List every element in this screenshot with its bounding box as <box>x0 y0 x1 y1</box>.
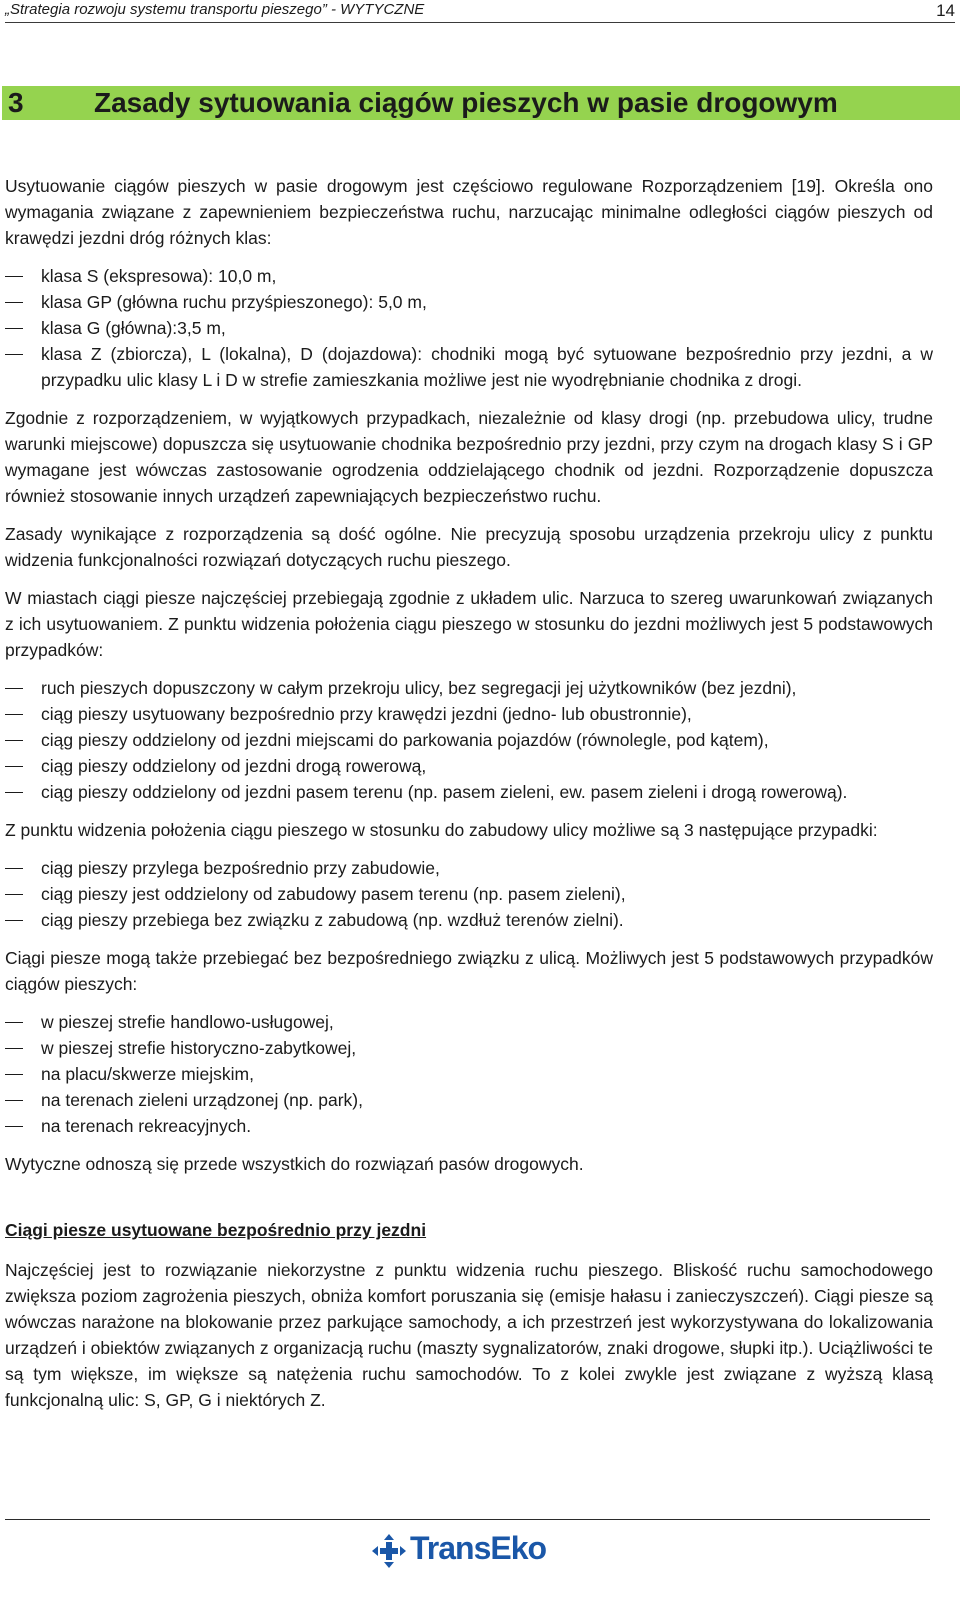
section-subheading: Ciągi piesze usytuowane bezpośrednio przy jezdni <box>5 1220 427 1240</box>
paragraph: Ciągi piesze mogą także przebiegać bez bezpośredniego związku z ulicą. Możliwych jest 5 podstawowych przypadków ciągów pieszych: <box>5 948 933 994</box>
list-item: ciąg pieszy oddzielony od jezdni miejscami do parkowania pojazdów (równolegle, pod kątem), <box>5 727 933 753</box>
transeko-logo <box>372 1530 572 1570</box>
list-item: na terenach rekreacyjnych. <box>5 1113 933 1139</box>
transeko-logo-mark-icon <box>372 1534 406 1568</box>
list-item: na placu/skwerze miejskim, <box>5 1061 933 1087</box>
section-spacer <box>5 1189 933 1217</box>
list-item: na terenach zieleni urządzonej (np. park), <box>5 1087 933 1113</box>
list-item: klasa G (główna):3,5 m, <box>5 315 933 341</box>
chapter-number: 3 <box>8 87 24 118</box>
body-text <box>5 173 933 1425</box>
list-item: ciąg pieszy przebiega bez związku z zabudową (np. wzdłuż terenów zielni). <box>5 907 933 933</box>
list-item: w pieszej strefie historyczno-zabytkowej, <box>5 1035 933 1061</box>
independent-cases-list <box>5 1009 933 1139</box>
list-item: ciąg pieszy usytuowany bezpośrednio przy krawędzi jezdni (jedno- lub obustronnie), <box>5 701 933 727</box>
list-item: ciąg pieszy jest oddzielony od zabudowy pasem terenu (np. pasem zieleni), <box>5 881 933 907</box>
building-cases-list <box>5 855 933 933</box>
list-item: ciąg pieszy oddzielony od jezdni drogą rowerową, <box>5 753 933 779</box>
list-item: klasa S (ekspresowa): 10,0 m, <box>5 263 933 289</box>
logo-wordmark: TransEko <box>410 1530 547 1566</box>
list-item: ruch pieszych dopuszczony w całym przekroju ulicy, bez segregacji jej użytkowników (bez jezdni), <box>5 675 933 701</box>
list-item: ciąg pieszy oddzielony od jezdni pasem terenu (np. pasem zieleni, ew. pasem zieleni i drogą rowerową). <box>5 779 933 805</box>
paragraph: Najczęściej jest to rozwiązanie niekorzystne z punktu widzenia ruchu pieszego. Bliskość ruchu samochodowego zwiększa poziom zagrożenia pieszych, obniża komfort poruszania się (emisje hałasu i zanieczyszczeń). Ciągi piesze są wówczas narażone na blokowanie przez parkujące samochody, a ich przestrzeń jest wykorzystywana do lokalizowania urządzeń i obiektów związanych z organizacją ruchu (maszty sygnalizatorów, znaki drogowe, słupki itp.). Uciążliwości te są tym większe, im większe są natężenia ruchu samochodów. To z kolei zwykle jest związane z wyższą klasą funkcjonalną ulic: S, GP, G i niektórych Z. <box>5 1260 933 1410</box>
paragraph: Zasady wynikające z rozporządzenia są dość ogólne. Nie precyzują sposobu urządzenia przekroju ulicy z punktu widzenia funkcjonalności rozwiązań dotyczących ruchu pieszego. <box>5 524 933 570</box>
paragraph: Zgodnie z rozporządzeniem, w wyjątkowych przypadkach, niezależnie od klasy drogi (np. przebudowa ulicy, trudne warunki miejscowe) dopuszcza się usytuowanie chodnika bezpośrednio przy jezdni, przy czym na drogach klasy S i GP wymagane jest wówczas zastosowanie ogrodzenia oddzielającego chodnik od jezdni. Rozporządzenie dopuszcza również stosowanie innych urządzeń zapewniających bezpieczeństwo ruchu. <box>5 408 933 506</box>
footer-divider <box>5 1519 930 1520</box>
list-item: ciąg pieszy przylega bezpośrednio przy zabudowie, <box>5 855 933 881</box>
paragraph: W miastach ciągi piesze najczęściej przebiegają zgodnie z układem ulic. Narzuca to szereg uwarunkowań związanych z ich usytuowaniem. Z punktu widzenia położenia ciągu pieszego w stosunku do jezdni możliwych jest 5 podstawowych przypadków: <box>5 588 933 660</box>
street-cases-list <box>5 675 933 805</box>
list-item: klasa Z (zbiorcza), L (lokalna), D (dojazdowa): chodniki mogą być sytuowane bezpośrednio przy jezdni, a w przypadku ulic klasy L i D w strefie zamieszkania możliwe jest nie wyodrębnianie chodnika z drogi. <box>5 341 933 393</box>
page-number: 14 <box>936 1 955 20</box>
paragraph: Wytyczne odnoszą się przede wszystkich do rozwiązań pasów drogowych. <box>5 1154 584 1174</box>
chapter-heading <box>2 86 960 120</box>
paragraph: Z punktu widzenia położenia ciągu pieszego w stosunku do zabudowy ulicy możliwe są 3 następujące przypadki: <box>5 820 878 840</box>
chapter-title: Zasady sytuowania ciągów pieszych w pasie drogowym <box>94 87 838 118</box>
road-class-list <box>5 263 933 393</box>
running-header <box>5 0 955 23</box>
document-title: „Strategia rozwoju systemu transportu pieszego” - WYTYCZNE <box>5 1 425 18</box>
list-item: w pieszej strefie handlowo-usługowej, <box>5 1009 933 1035</box>
paragraph-intro: Usytuowanie ciągów pieszych w pasie drogowym jest częściowo regulowane Rozporządzeniem [19]. Określa ono wymagania związane z zapewnieniem bezpieczeństwa ruchu, narzucając minimalne odległości ciągów pieszych od krawędzi jezdni dróg różnych klas: <box>5 176 933 248</box>
list-item: klasa GP (główna ruchu przyśpieszonego): 5,0 m, <box>5 289 933 315</box>
